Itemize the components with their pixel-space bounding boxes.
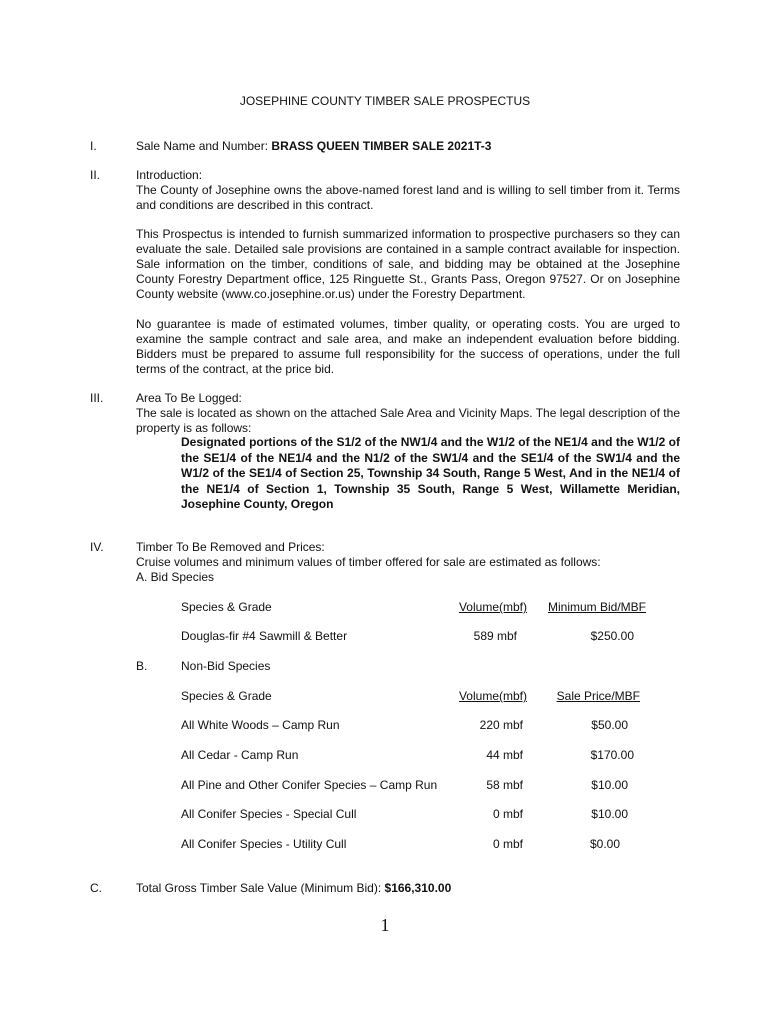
section-3-number: III. [90,391,104,405]
nonbid-row-4-volume: 0 mbf [492,807,523,821]
page-number: 1 [380,915,390,935]
bid-header-price: Minimum Bid/MBF [547,600,646,614]
nonbid-row-5-species: All Conifer Species - Utility Cull [181,837,347,851]
section-2-number: II. [90,168,101,182]
introduction-paragraph-1: The County of Josephine owns the above-named forest land and is willing to sell timber from it. Terms and conditions are described in this contract. [136,183,680,212]
bid-row-species: Douglas-fir #4 Sawmill & Better [181,629,348,643]
nonbid-row-2-volume: 44 mbf [486,748,523,762]
nonbid-header-species: Species & Grade [181,689,272,703]
introduction-paragraph-2: This Prospectus is intended to furnish summarized information to prospective purchasers so they can evaluate the sale. Detailed sale provisions are contained in a sample contract available for inspection. Sale information on the timber, conditions of sale, and bidding may be obtained at the Josephine County Forestry Department office, 125 Ringuette St., Grants Pass, Oregon 97527. Or on Josephine County website (www.co.josephine.or.us) under the Forestry Department. [136,227,680,301]
section-1-number: I. [90,139,97,153]
nonbid-row-2-species: All Cedar - Camp Run [181,748,299,762]
nonbid-header-price: Sale Price/MBF [556,689,640,703]
total-letter: C. [90,881,102,895]
nonbid-row-1-price: $50.00 [591,718,628,732]
total-value: $166,310.00 [384,881,452,895]
nonbid-letter: B. [136,659,148,673]
total-line [136,881,451,895]
timber-paragraph: Cruise volumes and minimum values of timber offered for sale are estimated as follows: [136,555,601,569]
nonbid-header-volume: Volume(mbf) [458,689,527,703]
sale-name-line [136,139,491,153]
total-label: Total Gross Timber Sale Value (Minimum Bid): [136,881,385,895]
bid-row-volume: 589 mbf [473,629,517,643]
nonbid-row-2-price: $170.00 [590,748,634,762]
nonbid-row-3-volume: 58 mbf [486,778,523,792]
area-paragraph: The sale is located as shown on the attached Sale Area and Vicinity Maps. The legal description of the property is as follows: [136,406,680,435]
nonbid-row-4-price: $10.00 [591,807,628,821]
nonbid-row-4-species: All Conifer Species - Special Cull [181,807,357,821]
legal-description: Designated portions of the S1/2 of the NW1/4 and the W1/2 of the NE1/4 and the W1/2 of the SE1/4 of the NE1/4 and the N1/2 of the SW1/4 and the SE1/4 of the SW1/4 and the W1/2 of the SE1/4 of Section 25, Township 34 South, Range 5 West, And in the NE1/4 of the NE1/4 of Section 1, Township 35 South, Range 5 West, Willamette Meridian, Josephine County, Oregon [181,435,680,511]
bid-species-label: A. Bid Species [136,570,215,584]
introduction-heading: Introduction: [136,168,203,182]
bid-row-price: $250.00 [590,629,634,643]
nonbid-label: Non-Bid Species [181,659,271,673]
bid-header-volume: Volume(mbf) [458,600,527,614]
sale-name-label: Sale Name and Number: [136,139,272,153]
bid-header-species: Species & Grade [181,600,272,614]
section-4-number: IV. [90,540,104,554]
nonbid-row-3-price: $10.00 [591,778,628,792]
document-title: JOSEPHINE COUNTY TIMBER SALE PROSPECTUS [239,94,531,108]
area-heading: Area To Be Logged: [136,391,242,405]
timber-heading: Timber To Be Removed and Prices: [136,540,325,554]
nonbid-row-1-volume: 220 mbf [479,718,523,732]
nonbid-row-1-species: All White Woods – Camp Run [181,718,340,732]
introduction-paragraph-3: No guarantee is made of estimated volumes, timber quality, or operating costs. You are urged to examine the sample contract and sale area, and make an independent evaluation before bidding. Bidders must be prepared to assume full responsibility for the success of operations, under the full terms of the contract, at the price bid. [136,317,680,376]
sale-name-value: BRASS QUEEN TIMBER SALE 2021T-3 [271,139,492,153]
nonbid-row-3-species: All Pine and Other Conifer Species – Camp Run [181,778,438,792]
nonbid-row-5-price: $0.00 [589,837,620,851]
nonbid-row-5-volume: 0 mbf [492,837,523,851]
